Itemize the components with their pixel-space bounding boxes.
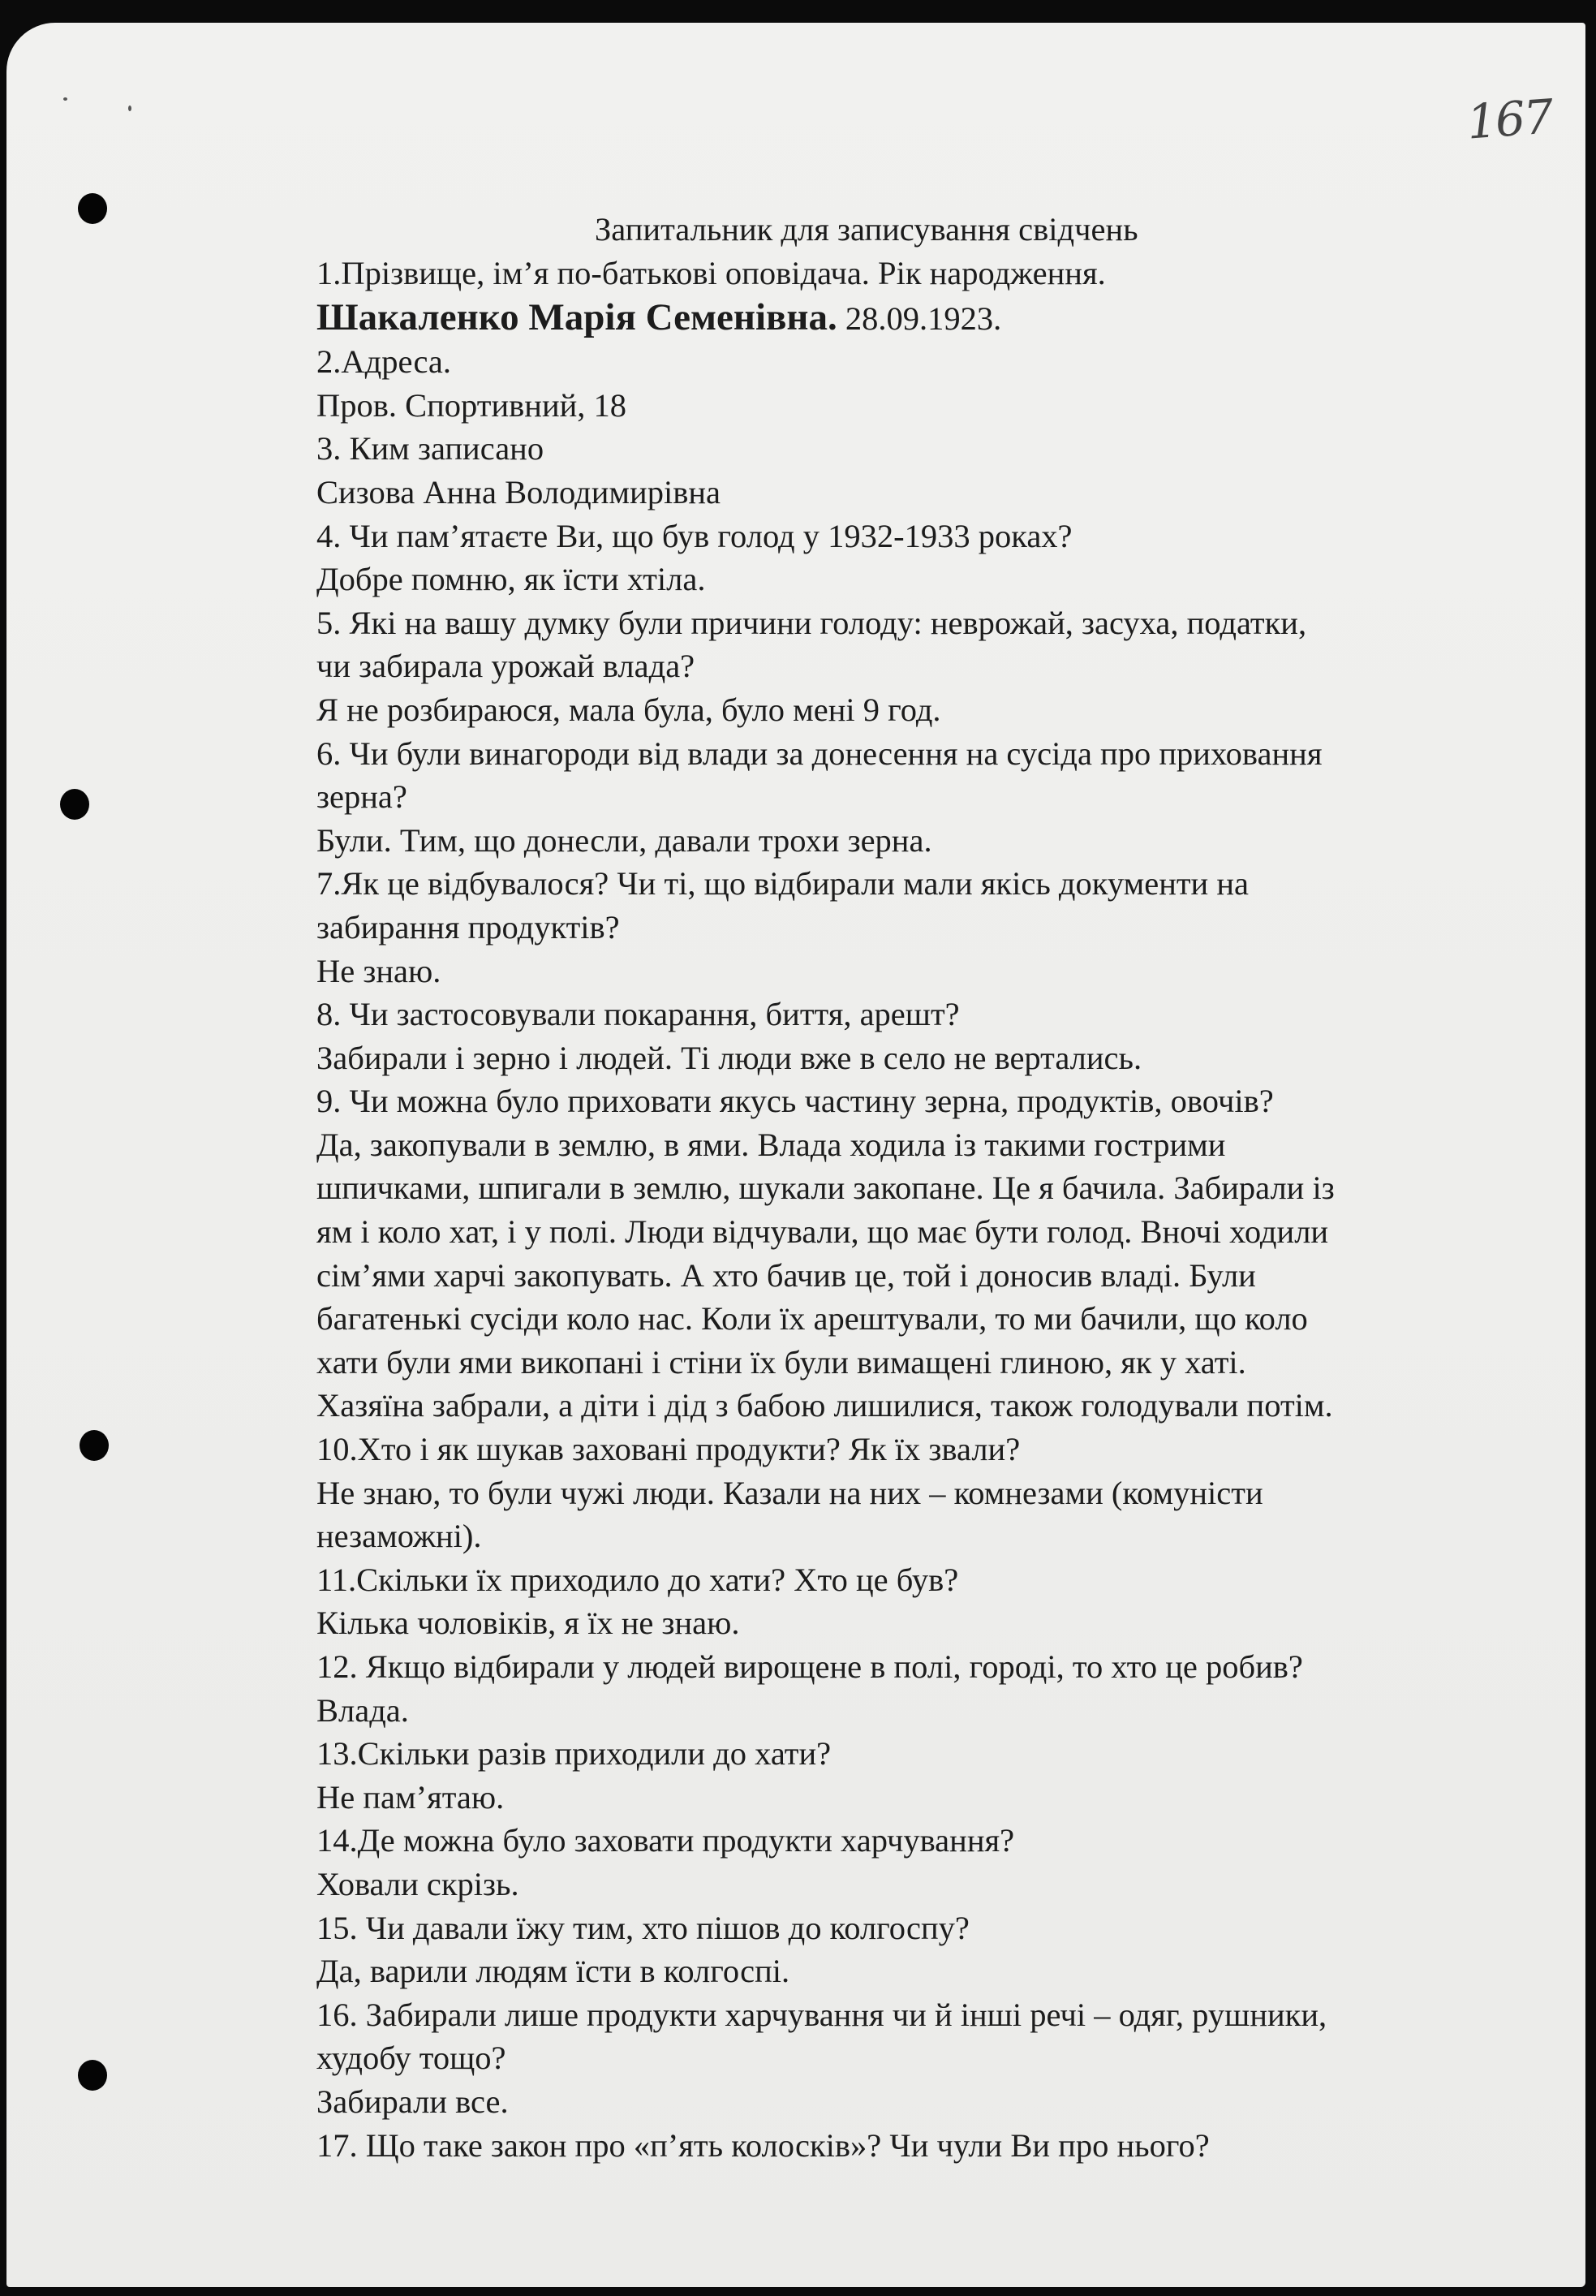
paper-sheet [6,23,1585,2287]
question-3: 3. Ким записано [316,430,544,467]
answer-13: Не пам’ятаю. [316,1778,505,1816]
scan-speck [128,106,131,111]
question-13: 13.Скільки разів приходили до хати? [316,1735,832,1773]
answer-9-line-3: ям і коло хат, і у полі. Люди відчували, що має бути голод. Вночі ходили [316,1213,1329,1251]
answer-15: Да, варили людям їсти в колгоспі. [316,1953,790,1990]
answer-10-line-2: незаможні). [316,1518,482,1555]
answer-5: Я не розбираюся, мала була, було мені 9 год. [316,691,941,728]
punch-hole-2 [60,789,89,820]
answer-7: Не знаю. [316,952,441,989]
answer-4: Добре помню, як їсти хтіла. [316,561,706,598]
birth-date: 28.09.1923. [845,300,1002,338]
question-4: 4. Чи пам’ятаєте Ви, що був голод у 1932-1933 роках? [316,517,1073,554]
question-12: 12. Якщо відбирали у людей вирощене в полі, городі, то хто це робив? [316,1648,1303,1685]
punch-hole-4 [78,2060,107,2091]
document-title: Запитальник для записування свідчень [595,211,1138,248]
question-16-line-2: худобу тощо? [316,2040,506,2077]
answer-12: Влада. [316,1691,409,1729]
answer-14: Ховали скрізь. [316,1865,519,1902]
question-16-line-1: 16. Забирали лише продукти харчування чи й інші речі – одяг, рушники, [316,1996,1327,2033]
punch-hole-3 [80,1430,109,1461]
question-15: 15. Чи давали їжу тим, хто пішов до колгоспу? [316,1909,970,1946]
question-8: 8. Чи застосовували покарання, биття, арешт? [316,996,960,1033]
questionnaire-text [316,208,1509,2167]
question-10: 10.Хто і як шукав заховані продукти? Як їх звали? [316,1431,1021,1468]
answer-6: Були. Тим, що донесли, давали трохи зерна. [316,821,932,859]
answer-9-line-1: Да, закопували в землю, в ями. Влада ходила із такими гострими [316,1126,1226,1163]
answer-8: Забирали і зерно і людей. Ті люди вже в село не вертались. [316,1039,1142,1076]
question-17: 17. Що таке закон про «п’ять колосків»? Чи чули Ви про нього? [316,2126,1210,2164]
answer-9-line-5: багатенькі сусіди коло нас. Коли їх арештували, то ми бачили, що коло [316,1300,1308,1338]
question-9: 9. Чи можна було приховати якусь частину зерна, продуктів, овочів? [316,1083,1274,1120]
answer-9-line-6: хати були ями викопані і стіни їх були вимащені глиною, як у хаті. [316,1343,1246,1381]
respondent-name: Шакаленко Марія Семенівна. [316,296,837,339]
question-6-line-1: 6. Чи були винагороди від влади за донесення на сусіда про приховання [316,734,1323,772]
answer-11: Кілька чоловіків, я їх не знаю. [316,1605,740,1642]
question-14: 14.Де можна було заховати продукти харчування? [316,1822,1015,1859]
question-5-line-1: 5. Які на вашу думку були причини голоду: неврожай, засуха, податки, [316,604,1307,641]
question-7-line-2: забирання продуктів? [316,908,620,946]
answer-1 [316,295,1509,340]
answer-16: Забирали все. [316,2083,509,2120]
answer-9-line-4: сім’ями харчі закопувать. А хто бачив це, той і доносив владі. Були [316,1256,1256,1294]
handwritten-page-number: 167 [1465,88,1554,150]
answer-2: Пров. Спортивний, 18 [316,386,627,424]
scan-speck [63,97,67,101]
question-2: 2.Адреса. [316,343,452,381]
question-6-line-2: зерна? [316,778,407,816]
answer-9-line-7: Хазяїна забрали, а діти і дід з бабою лишилися, також голодували потім. [316,1387,1333,1424]
question-7-line-1: 7.Як це відбувалося? Чи ті, що відбирали мали якісь документи на [316,865,1250,902]
answer-3: Сизова Анна Володимирівна [316,473,721,510]
answer-9-line-2: шпичками, шпигали в землю, шукали закопане. Це я бачила. Забирали із [316,1170,1335,1207]
question-11: 11.Скільки їх приходило до хати? Хто це був? [316,1561,959,1598]
question-5-line-2: чи забирала урожай влада? [316,648,695,685]
answer-10-line-1: Не знаю, то були чужі люди. Казали на них – комнезами (комуністи [316,1474,1263,1511]
punch-hole-1 [78,193,107,224]
question-1: 1.Прізвище, ім’я по-батькові оповідача. Рік народження. [316,254,1106,291]
